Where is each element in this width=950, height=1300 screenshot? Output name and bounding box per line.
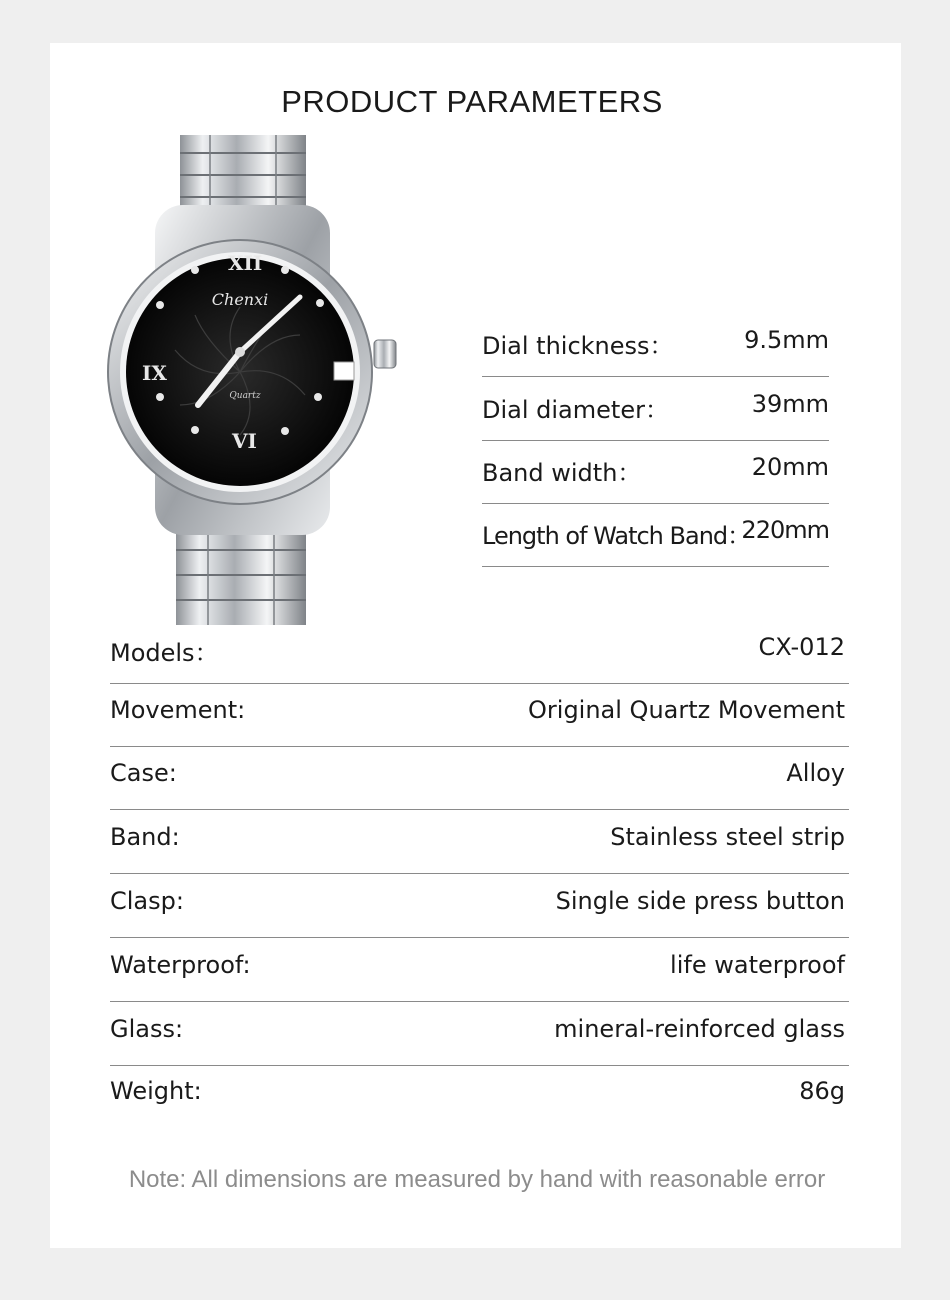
param-label: Waterproof: bbox=[110, 951, 251, 979]
param-row-weight bbox=[110, 1065, 849, 1127]
date-window bbox=[334, 362, 354, 380]
param-label: Band: bbox=[110, 823, 180, 851]
svg-text:XII: XII bbox=[228, 251, 263, 275]
param-value: Alloy bbox=[786, 759, 845, 787]
param-row-glass bbox=[110, 1003, 849, 1066]
watch-band-bottom bbox=[176, 530, 306, 625]
spec-label: Length of Watch Band： bbox=[482, 522, 751, 550]
param-label: Glass: bbox=[110, 1015, 184, 1043]
param-value: 86g bbox=[799, 1077, 845, 1105]
spec-value: 20mm bbox=[751, 453, 829, 481]
dial-brand-logo: Chenxi bbox=[211, 290, 269, 309]
param-value: CX-012 bbox=[758, 633, 845, 661]
param-row-band bbox=[110, 811, 849, 874]
svg-text:IX: IX bbox=[142, 361, 167, 385]
param-row-models bbox=[110, 621, 849, 684]
param-row-waterproof bbox=[110, 939, 849, 1002]
param-label: Clasp: bbox=[110, 887, 184, 915]
watch-image bbox=[100, 135, 405, 625]
param-label: Models： bbox=[110, 639, 219, 667]
spec-row-band-length bbox=[482, 506, 829, 567]
param-value: Single side press button bbox=[555, 887, 845, 915]
param-label: Weight: bbox=[110, 1077, 202, 1105]
param-label: Case: bbox=[110, 759, 177, 787]
param-row-case bbox=[110, 747, 849, 810]
spec-row-dial-diameter bbox=[482, 380, 829, 441]
spec-row-band-width bbox=[482, 443, 829, 504]
param-value: Stainless steel strip bbox=[610, 823, 845, 851]
param-value: life waterproof bbox=[670, 951, 845, 979]
spec-row-dial-thickness bbox=[482, 316, 829, 377]
spec-value: 39mm bbox=[751, 390, 829, 418]
spec-value: 9.5mm bbox=[744, 326, 829, 354]
param-row-clasp bbox=[110, 875, 849, 938]
param-value: Original Quartz Movement bbox=[528, 696, 845, 724]
spec-label: Dial diameter： bbox=[482, 396, 669, 424]
svg-text:VI: VI bbox=[232, 429, 257, 453]
spec-value: 220mm bbox=[741, 516, 829, 544]
spec-label: Band width： bbox=[482, 459, 642, 487]
param-label: Movement: bbox=[110, 696, 246, 724]
crown bbox=[374, 340, 396, 368]
param-value: mineral-reinforced glass bbox=[554, 1015, 845, 1043]
dial-movement-text: Quartz bbox=[229, 391, 261, 401]
page-title: PRODUCT PARAMETERS bbox=[281, 84, 663, 119]
spec-label: Dial thickness： bbox=[482, 332, 674, 360]
measurement-note: Note: All dimensions are measured by hand with reasonable error bbox=[128, 1166, 826, 1193]
param-row-movement bbox=[110, 684, 849, 747]
